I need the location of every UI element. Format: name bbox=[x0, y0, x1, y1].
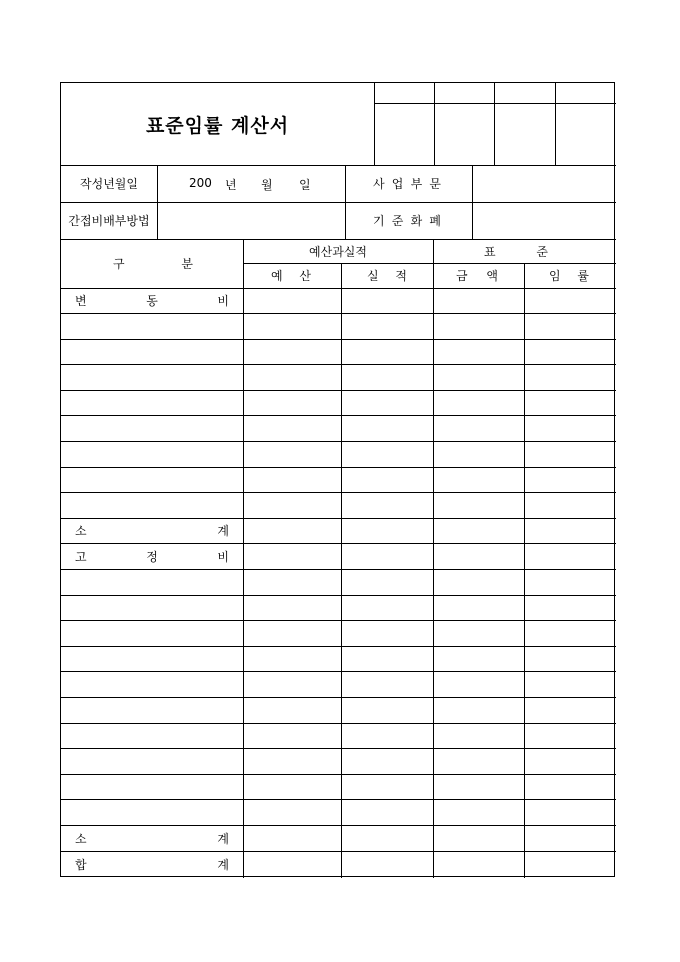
row-line bbox=[61, 313, 616, 314]
business-dept-label: 사 업 부 문 bbox=[373, 177, 441, 191]
row-line bbox=[61, 467, 616, 468]
col-divider bbox=[243, 239, 244, 878]
row-line bbox=[61, 441, 616, 442]
col-divider bbox=[341, 263, 342, 878]
row-line bbox=[61, 799, 616, 800]
row-line bbox=[61, 492, 616, 493]
written-date-value[interactable] bbox=[157, 165, 345, 202]
col-divider bbox=[433, 239, 434, 878]
row-line bbox=[61, 415, 616, 416]
year-value: 200 bbox=[189, 176, 212, 190]
row-line bbox=[61, 748, 616, 749]
written-date-label: 작성년월일 bbox=[80, 177, 138, 191]
title-divider bbox=[374, 83, 375, 165]
row-line bbox=[61, 671, 616, 672]
variable-cost-label: 변 동 비 bbox=[75, 294, 229, 308]
row-line bbox=[61, 364, 616, 365]
year-unit: 년 bbox=[225, 178, 237, 192]
row-line bbox=[61, 595, 616, 596]
actual-subheader: 실 적 bbox=[367, 269, 407, 283]
total-label: 합 계 bbox=[75, 858, 229, 872]
row-line bbox=[61, 339, 616, 340]
base-currency-label: 기 준 화 폐 bbox=[373, 214, 441, 228]
row-line bbox=[61, 569, 616, 570]
rate-subheader: 임 률 bbox=[549, 269, 589, 283]
standard-header: 표 준 bbox=[484, 244, 548, 259]
form-title: 표준임률 계산서 bbox=[145, 114, 290, 137]
amount-subheader: 금 액 bbox=[456, 269, 498, 283]
row-line bbox=[61, 390, 616, 391]
approval-divider bbox=[494, 83, 495, 165]
month-unit: 월 bbox=[261, 178, 273, 192]
indirect-cost-label: 간접비배부방법 bbox=[68, 214, 150, 228]
indirect-cost-input[interactable] bbox=[157, 202, 345, 239]
budget-subheader: 예 산 bbox=[271, 269, 311, 283]
business-dept-input[interactable] bbox=[472, 165, 616, 202]
row-line bbox=[61, 697, 616, 698]
fixed-subtotal-label: 소 계 bbox=[75, 831, 229, 846]
fixed-cost-label: 고 정 비 bbox=[75, 549, 229, 564]
budget-actual-header: 예산과실적 bbox=[309, 244, 367, 259]
approval-divider bbox=[434, 83, 435, 165]
row-line bbox=[61, 723, 616, 724]
base-currency-input[interactable] bbox=[472, 202, 616, 239]
row-line bbox=[61, 620, 616, 621]
variable-subtotal-label: 소 계 bbox=[75, 524, 229, 538]
row-line bbox=[61, 646, 616, 647]
approval-header-line bbox=[374, 103, 616, 104]
rate-calculation-form bbox=[60, 82, 615, 877]
day-unit: 일 bbox=[299, 178, 311, 192]
approval-divider bbox=[555, 83, 556, 165]
category-header: 구 분 bbox=[113, 257, 193, 271]
col-divider bbox=[524, 263, 525, 878]
row-line bbox=[61, 774, 616, 775]
